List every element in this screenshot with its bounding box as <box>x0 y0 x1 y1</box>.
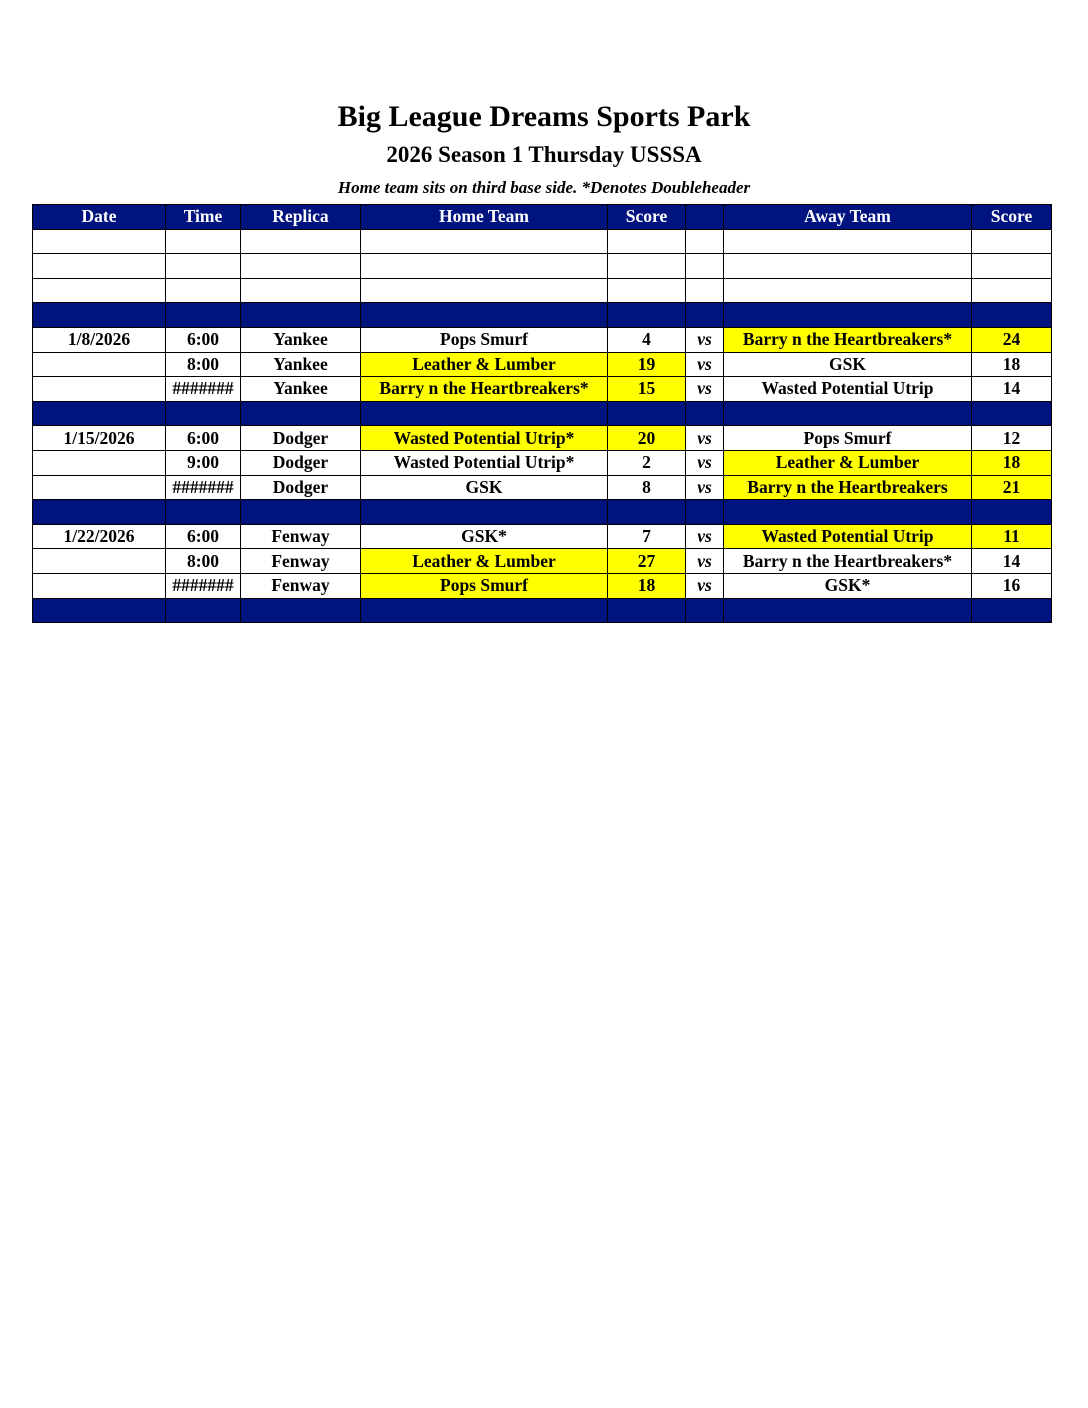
col-header-away-team: Away Team <box>724 205 972 230</box>
vs-cell <box>686 229 724 254</box>
date-cell <box>33 303 166 328</box>
home-team-cell <box>361 500 608 525</box>
away-score-cell: 24 <box>972 327 1052 352</box>
separator-row <box>33 303 1052 328</box>
home-score-cell <box>608 278 686 303</box>
time-cell: 6:00 <box>166 524 241 549</box>
time-cell: 8:00 <box>166 549 241 574</box>
home-score-cell: 15 <box>608 377 686 402</box>
home-team-cell: Wasted Potential Utrip* <box>361 450 608 475</box>
date-cell <box>33 229 166 254</box>
date-cell <box>33 598 166 623</box>
replica-cell: Dodger <box>241 426 361 451</box>
date-cell <box>33 549 166 574</box>
home-score-cell <box>608 500 686 525</box>
separator-row <box>33 598 1052 623</box>
away-team-cell: Barry n the Heartbreakers* <box>724 327 972 352</box>
time-cell <box>166 278 241 303</box>
date-cell: 1/8/2026 <box>33 327 166 352</box>
away-team-cell: Leather & Lumber <box>724 450 972 475</box>
away-team-cell: Barry n the Heartbreakers* <box>724 549 972 574</box>
time-cell: ####### <box>166 475 241 500</box>
replica-cell: Fenway <box>241 524 361 549</box>
col-header-date: Date <box>33 205 166 230</box>
away-score-cell <box>972 401 1052 426</box>
away-team-cell: Barry n the Heartbreakers <box>724 475 972 500</box>
date-cell <box>33 377 166 402</box>
date-cell <box>33 450 166 475</box>
time-cell <box>166 229 241 254</box>
game-row <box>33 450 1052 475</box>
away-score-cell: 16 <box>972 573 1052 598</box>
col-header-replica: Replica <box>241 205 361 230</box>
home-team-cell <box>361 401 608 426</box>
date-cell <box>33 278 166 303</box>
home-team-cell <box>361 229 608 254</box>
replica-cell <box>241 254 361 279</box>
replica-cell: Dodger <box>241 475 361 500</box>
home-team-cell: Barry n the Heartbreakers* <box>361 377 608 402</box>
game-row <box>33 475 1052 500</box>
home-score-cell <box>608 303 686 328</box>
col-header-vs <box>686 205 724 230</box>
replica-cell: Dodger <box>241 450 361 475</box>
away-score-cell <box>972 598 1052 623</box>
away-score-cell: 14 <box>972 377 1052 402</box>
home-score-cell <box>608 598 686 623</box>
col-header-time: Time <box>166 205 241 230</box>
page-subtitle: 2026 Season 1 Thursday USSSA <box>386 142 702 167</box>
empty-row <box>33 229 1052 254</box>
replica-cell <box>241 500 361 525</box>
vs-cell: vs <box>686 524 724 549</box>
away-score-cell: 18 <box>972 352 1052 377</box>
away-score-cell: 21 <box>972 475 1052 500</box>
home-team-cell: Pops Smurf <box>361 573 608 598</box>
separator-row <box>33 500 1052 525</box>
time-cell <box>166 500 241 525</box>
replica-cell: Fenway <box>241 573 361 598</box>
home-score-cell: 19 <box>608 352 686 377</box>
date-cell <box>33 254 166 279</box>
away-score-cell: 14 <box>972 549 1052 574</box>
time-cell: ####### <box>166 573 241 598</box>
away-score-cell: 18 <box>972 450 1052 475</box>
home-score-cell: 18 <box>608 573 686 598</box>
away-team-cell: GSK* <box>724 573 972 598</box>
game-row <box>33 573 1052 598</box>
page-note: Home team sits on third base side. *Denotes Doubleheader <box>337 178 751 197</box>
vs-cell: vs <box>686 573 724 598</box>
replica-cell <box>241 401 361 426</box>
home-team-cell: GSK <box>361 475 608 500</box>
away-team-cell <box>724 303 972 328</box>
away-team-cell: Wasted Potential Utrip <box>724 377 972 402</box>
vs-cell <box>686 254 724 279</box>
home-score-cell: 8 <box>608 475 686 500</box>
away-team-cell <box>724 598 972 623</box>
time-cell <box>166 303 241 328</box>
col-header-home-team: Home Team <box>361 205 608 230</box>
away-team-cell <box>724 254 972 279</box>
home-team-cell: Leather & Lumber <box>361 352 608 377</box>
empty-row <box>33 278 1052 303</box>
date-cell <box>33 352 166 377</box>
replica-cell <box>241 598 361 623</box>
game-row <box>33 377 1052 402</box>
home-team-cell <box>361 598 608 623</box>
replica-cell: Yankee <box>241 327 361 352</box>
replica-cell <box>241 229 361 254</box>
home-score-cell: 20 <box>608 426 686 451</box>
game-row <box>33 327 1052 352</box>
empty-row <box>33 254 1052 279</box>
replica-cell <box>241 278 361 303</box>
vs-cell <box>686 278 724 303</box>
home-team-cell: Leather & Lumber <box>361 549 608 574</box>
home-team-cell: Pops Smurf <box>361 327 608 352</box>
time-cell: 6:00 <box>166 426 241 451</box>
game-row <box>33 549 1052 574</box>
vs-cell: vs <box>686 426 724 451</box>
col-header-away-score: Score <box>972 205 1052 230</box>
home-team-cell: Wasted Potential Utrip* <box>361 426 608 451</box>
home-team-cell <box>361 278 608 303</box>
away-score-cell <box>972 278 1052 303</box>
vs-cell: vs <box>686 352 724 377</box>
date-cell <box>33 573 166 598</box>
header-row <box>33 205 1052 230</box>
date-cell <box>33 401 166 426</box>
date-cell <box>33 500 166 525</box>
time-cell: 6:00 <box>166 327 241 352</box>
away-score-cell: 12 <box>972 426 1052 451</box>
page-title: Big League Dreams Sports Park <box>337 100 751 133</box>
home-score-cell: 7 <box>608 524 686 549</box>
time-cell <box>166 254 241 279</box>
game-row <box>33 426 1052 451</box>
away-team-cell <box>724 229 972 254</box>
date-cell <box>33 475 166 500</box>
game-row <box>33 524 1052 549</box>
home-team-cell: GSK* <box>361 524 608 549</box>
away-team-cell: Pops Smurf <box>724 426 972 451</box>
time-cell: 8:00 <box>166 352 241 377</box>
away-score-cell <box>972 254 1052 279</box>
replica-cell: Fenway <box>241 549 361 574</box>
home-team-cell <box>361 303 608 328</box>
away-team-cell: GSK <box>724 352 972 377</box>
away-team-cell: Wasted Potential Utrip <box>724 524 972 549</box>
vs-cell: vs <box>686 377 724 402</box>
away-team-cell <box>724 278 972 303</box>
away-score-cell <box>972 229 1052 254</box>
vs-cell <box>686 500 724 525</box>
replica-cell <box>241 303 361 328</box>
time-cell: ####### <box>166 377 241 402</box>
away-score-cell: 11 <box>972 524 1052 549</box>
away-team-cell <box>724 401 972 426</box>
vs-cell: vs <box>686 549 724 574</box>
time-cell: 9:00 <box>166 450 241 475</box>
home-score-cell <box>608 254 686 279</box>
home-team-cell <box>361 254 608 279</box>
vs-cell <box>686 303 724 328</box>
home-score-cell: 4 <box>608 327 686 352</box>
away-score-cell <box>972 500 1052 525</box>
separator-row <box>33 401 1052 426</box>
vs-cell: vs <box>686 450 724 475</box>
schedule-table <box>32 204 1052 623</box>
schedule-body <box>33 229 1052 623</box>
home-score-cell <box>608 401 686 426</box>
vs-cell: vs <box>686 327 724 352</box>
time-cell <box>166 598 241 623</box>
col-header-home-score: Score <box>608 205 686 230</box>
away-team-cell <box>724 500 972 525</box>
home-score-cell <box>608 229 686 254</box>
home-score-cell: 2 <box>608 450 686 475</box>
vs-cell <box>686 598 724 623</box>
replica-cell: Yankee <box>241 377 361 402</box>
home-score-cell: 27 <box>608 549 686 574</box>
replica-cell: Yankee <box>241 352 361 377</box>
vs-cell: vs <box>686 475 724 500</box>
away-score-cell <box>972 303 1052 328</box>
date-cell: 1/22/2026 <box>33 524 166 549</box>
vs-cell <box>686 401 724 426</box>
time-cell <box>166 401 241 426</box>
game-row <box>33 352 1052 377</box>
date-cell: 1/15/2026 <box>33 426 166 451</box>
